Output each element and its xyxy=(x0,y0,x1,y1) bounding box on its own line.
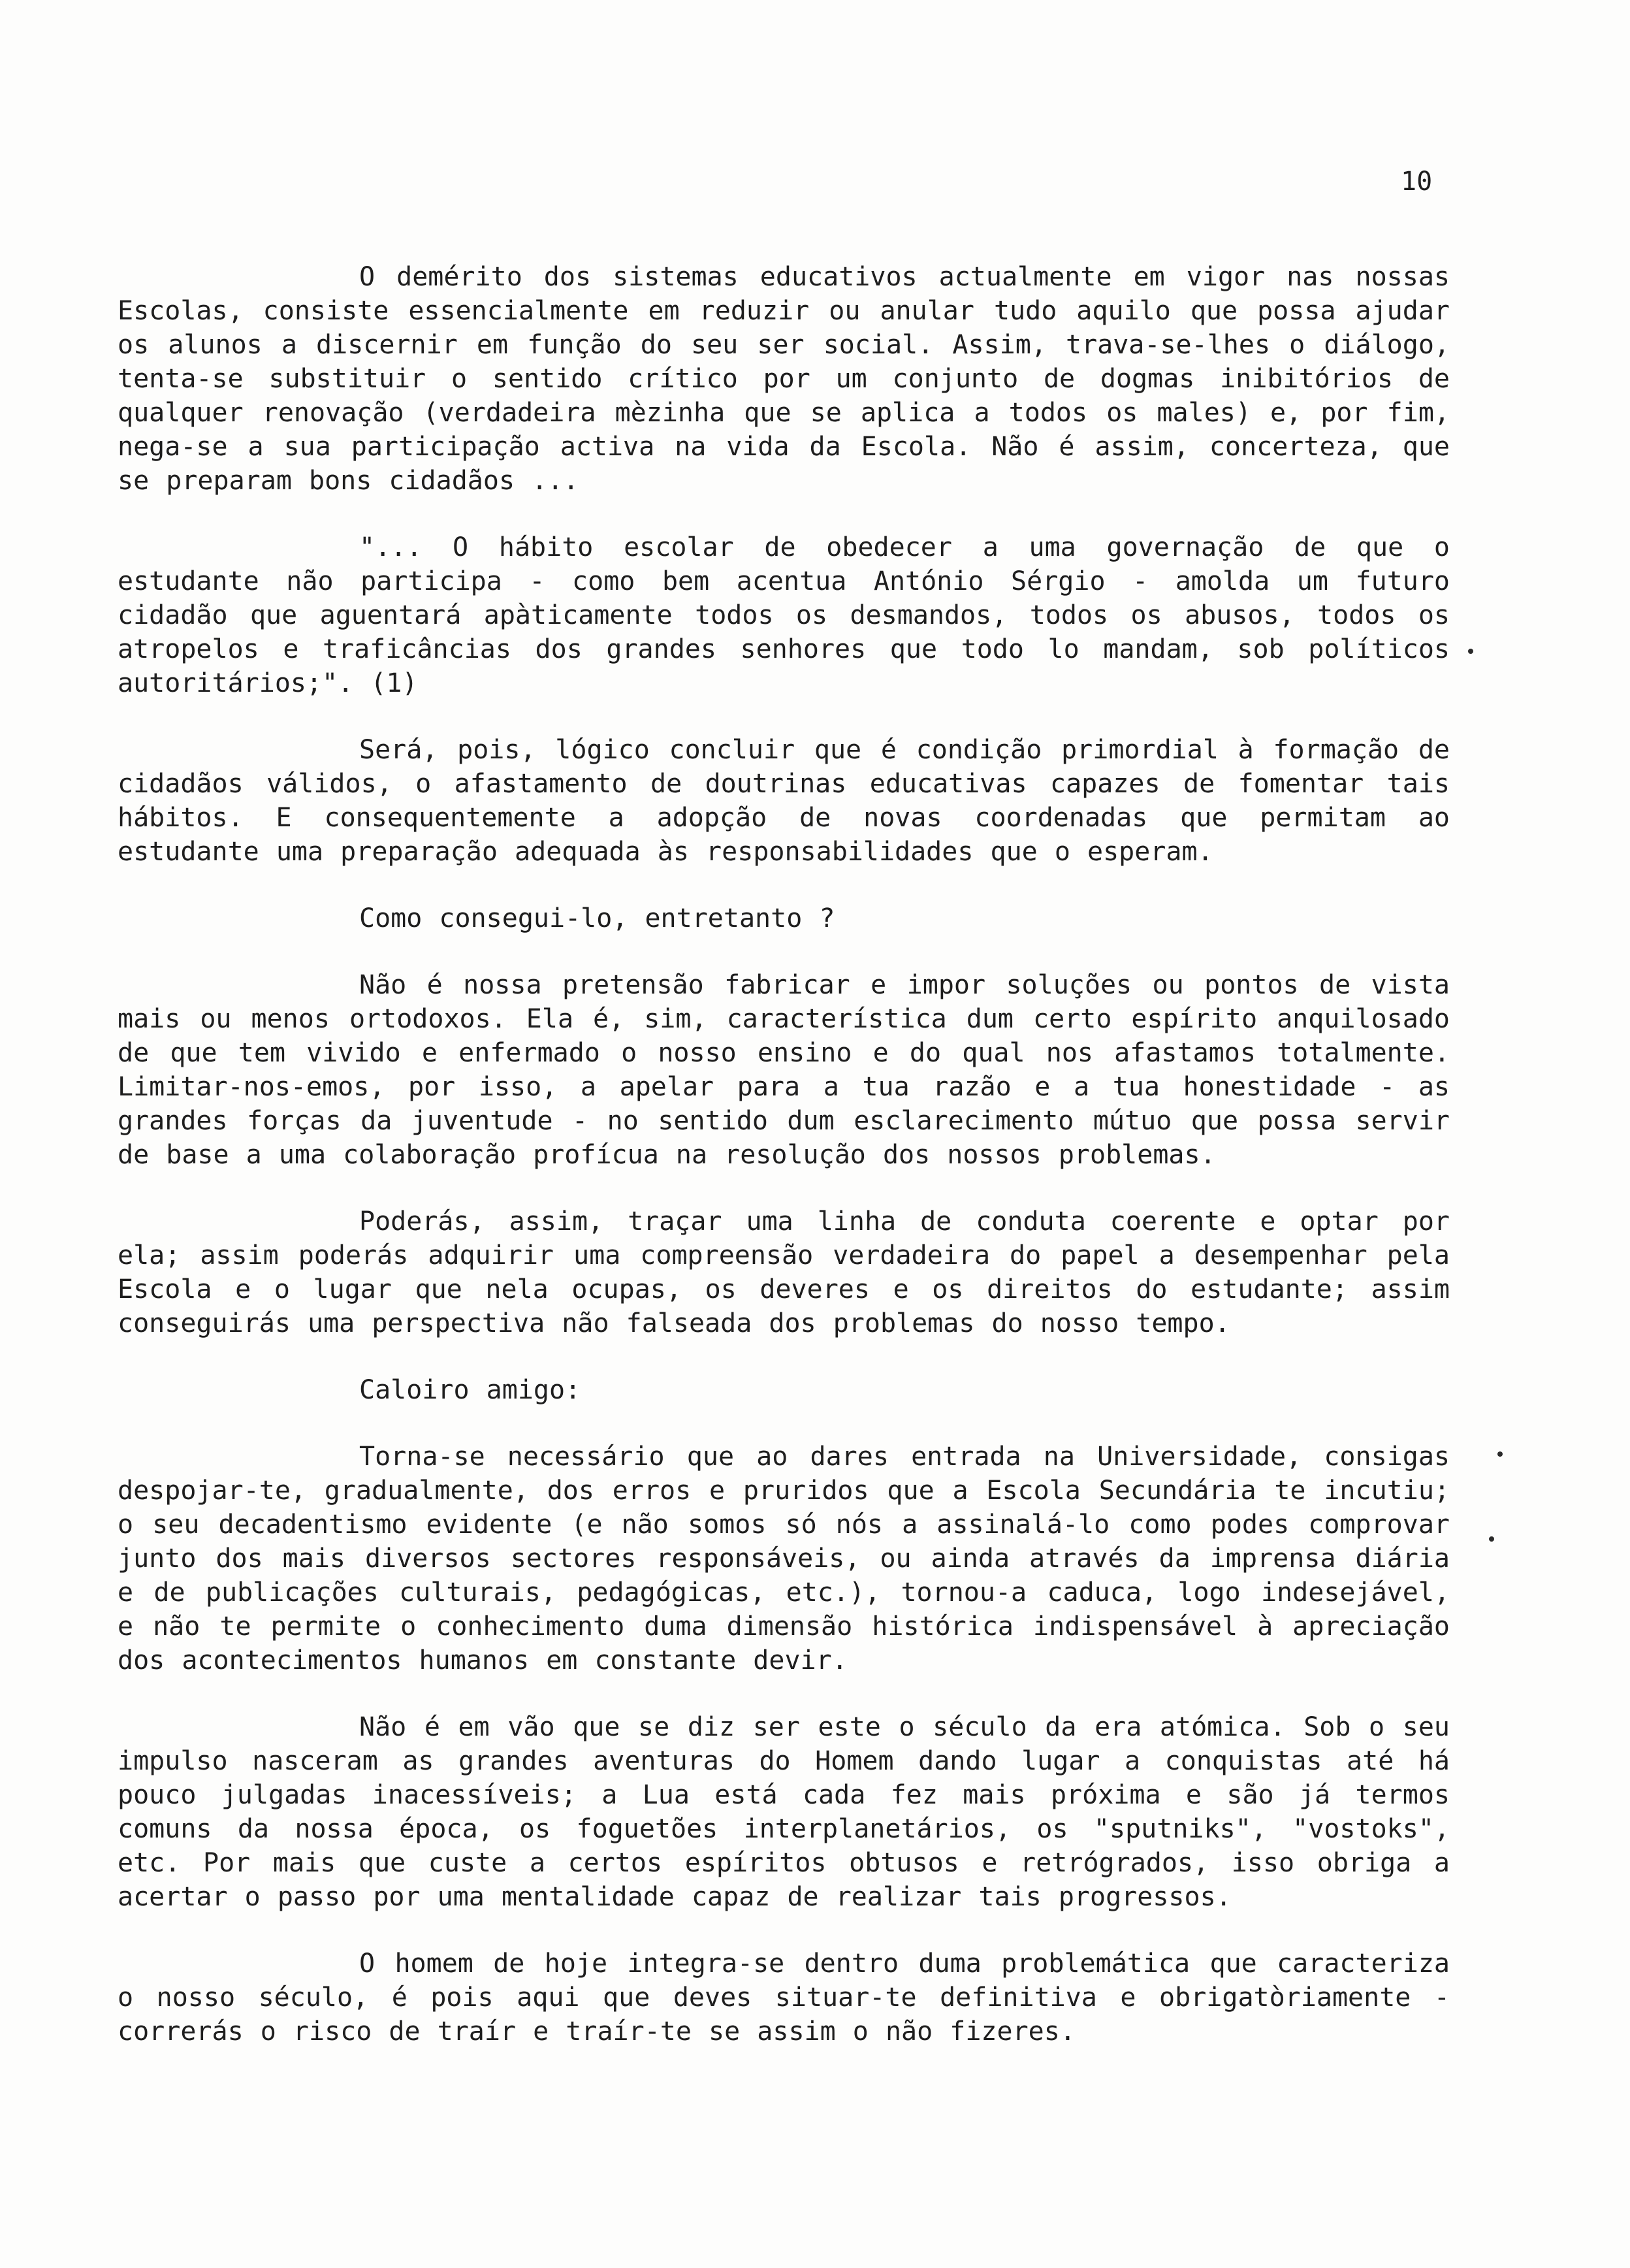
page-number: 10 xyxy=(1401,167,1433,197)
body-text xyxy=(118,260,1450,2049)
quotation-paragraph: "... O hábito escolar de obedecer a uma governação de que o estudante não participa - como bem acentua António Sérgio - amolda um futuro cidadão que aguentará apàticamente todos os desmandos, todos os abusos, todos os atropelos e traficâncias dos grandes senhores que todo lo mandam, sob políticos autoritários;". (1) xyxy=(118,532,1450,698)
paragraph-9: Não é em vão que se diz ser este o século da era atómica. Sob o seu impulso nasceram as grandes aventuras do Homem dando lugar a conquistas até há pouco julgadas inacessíveis; a Lua está cada fez mais próxima e são já termos comuns da nossa época, os foguetões interplanetários, os "sputniks", "vostoks", etc. Por mais que custe a certos espíritos obtusos e retrógrados, isso obriga a acertar o passo por uma mentalidade capaz de realizar tais progressos. xyxy=(118,1712,1450,1912)
ink-speck xyxy=(1468,649,1473,654)
paragraph-6: Poderás, assim, traçar uma linha de conduta coerente e optar por ela; assim poderás adquirir uma compreensão verdadeira do papel a desempenhar pela Escola e o lugar que nela ocupas, os deveres e os direitos do estudante; assim conseguirás uma perspectiva não falseada dos problemas do nosso tempo. xyxy=(118,1207,1450,1338)
ink-speck xyxy=(1497,1451,1503,1457)
salutation-line: Caloiro amigo: xyxy=(359,1375,581,1405)
paragraph-3: Será, pois, lógico concluir que é condição primordial à formação de cidadãos válidos, o afastamento de doutrinas educativas capazes de fomentar tais hábitos. E consequentemente a adopção de novas coordenadas que permitam ao estudante uma preparação adequada às responsabilidades que o esperam. xyxy=(118,735,1450,867)
paragraph-1: O demérito dos sistemas educativos actualmente em vigor nas nossas Escolas, consiste essencialmente em reduzir ou anular tudo aquilo que possa ajudar os alunos a discernir em função do seu ser social. Assim, trava-se-lhes o diálogo, tenta-se substituir o sentido crítico por um conjunto de dogmas inibitórios de qualquer renovação (verdadeira mèzinha que se aplica a todos os males) e, por fim, nega-se a sua participação activa na vida da Escola. Não é assim, concerteza, que se preparam bons cidadãos ... xyxy=(118,262,1450,496)
question-line: Como consegui-lo, entretanto ? xyxy=(359,903,835,933)
paragraph-5: Não é nossa pretensão fabricar e impor soluções ou pontos de vista mais ou menos ortodoxos. Ela é, sim, característica dum certo espírito anquilosado de que tem vivido e enfermado o nosso ensino e do qual nos afastamos totalmente. Limitar-nos-emos, por isso, a apelar para a tua razão e a tua honestidade - as grandes forças da juventude - no sentido dum esclarecimento mútuo que possa servir de base a uma colaboração profícua na resolução dos nossos problemas. xyxy=(118,970,1450,1170)
paragraph-10: O homem de hoje integra-se dentro duma problemática que caracteriza o nosso século, é pois aqui que deves situar-te definitiva e obrigatòriamente - correrás o risco de traír e traír-te se assim o não fizeres. xyxy=(118,1949,1450,2047)
paragraph-8: Torna-se necessário que ao dares entrada na Universidade, consigas despojar-te, gradualmente, dos erros e pruridos que a Escola Secundária te incutiu; o seu decadentismo evidente (e não somos só nós a assinalá-lo como podes comprovar junto dos mais diversos sectores responsáveis, ou ainda através da imprensa diária e de publicações culturais, pedagógicas, etc.), tornou-a caduca, logo indesejável, e não te permite o conhecimento duma dimensão histórica indispensável à apreciação dos acontecimentos humanos em constante devir. xyxy=(118,1442,1450,1676)
ink-speck xyxy=(1489,1536,1494,1542)
